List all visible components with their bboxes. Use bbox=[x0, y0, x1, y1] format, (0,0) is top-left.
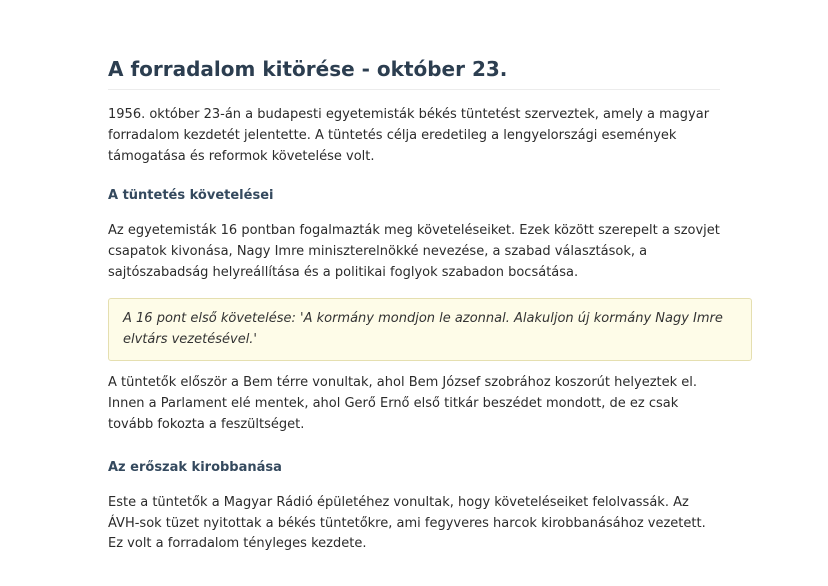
page-title: A forradalom kitörése - október 23. bbox=[108, 54, 720, 90]
violence-paragraph: Este a tüntetők a Magyar Rádió épületéhez vonultak, hogy követeléseiket felolvassák. Az ÁVH-sok tüzet nyitottak a békés tüntetőkre, ami fegyveres harcok kirobbanásához vezetett. Ez volt a forradalom tényleges kezdete. bbox=[108, 494, 706, 552]
intro-paragraph: 1956. október 23-án a budapesti egyetemisták békés tüntetést szerveztek, amely a magyar forradalom kezdetét jelentette. A tüntetés célja eredetileg a lengyelországi események támogatása és reformok követelése volt. bbox=[108, 107, 710, 164]
section-heading-violence: Az erőszak kirobbanása bbox=[108, 459, 282, 475]
article bbox=[108, 54, 752, 555]
section-heading-demands: A tüntetés követelései bbox=[108, 188, 274, 204]
highlight-quote-box: A 16 pont első követelése: 'A kormány mondjon le azonnal. Alakuljon új kormány Nagy Imre elvtárs vezetésével.' bbox=[108, 298, 752, 362]
march-paragraph: A tüntetők először a Bem térre vonultak, ahol Bem József szobrához koszorút helyeztek el. Innen a Parlament elé mentek, ahol Gerő Ernő első titkár beszédet mondott, de ez csak tovább fokozta a feszültséget. bbox=[108, 375, 698, 432]
demands-paragraph: Az egyetemisták 16 pontban fogalmazták meg követeléseiket. Ezek között szerepelt a szovjet csapatok kivonása, Nagy Imre miniszterelnökké nevezése, a szabad választások, a sajtószabadság helyreállítása és a politikai foglyok szabadon bocsátása. bbox=[108, 223, 720, 280]
